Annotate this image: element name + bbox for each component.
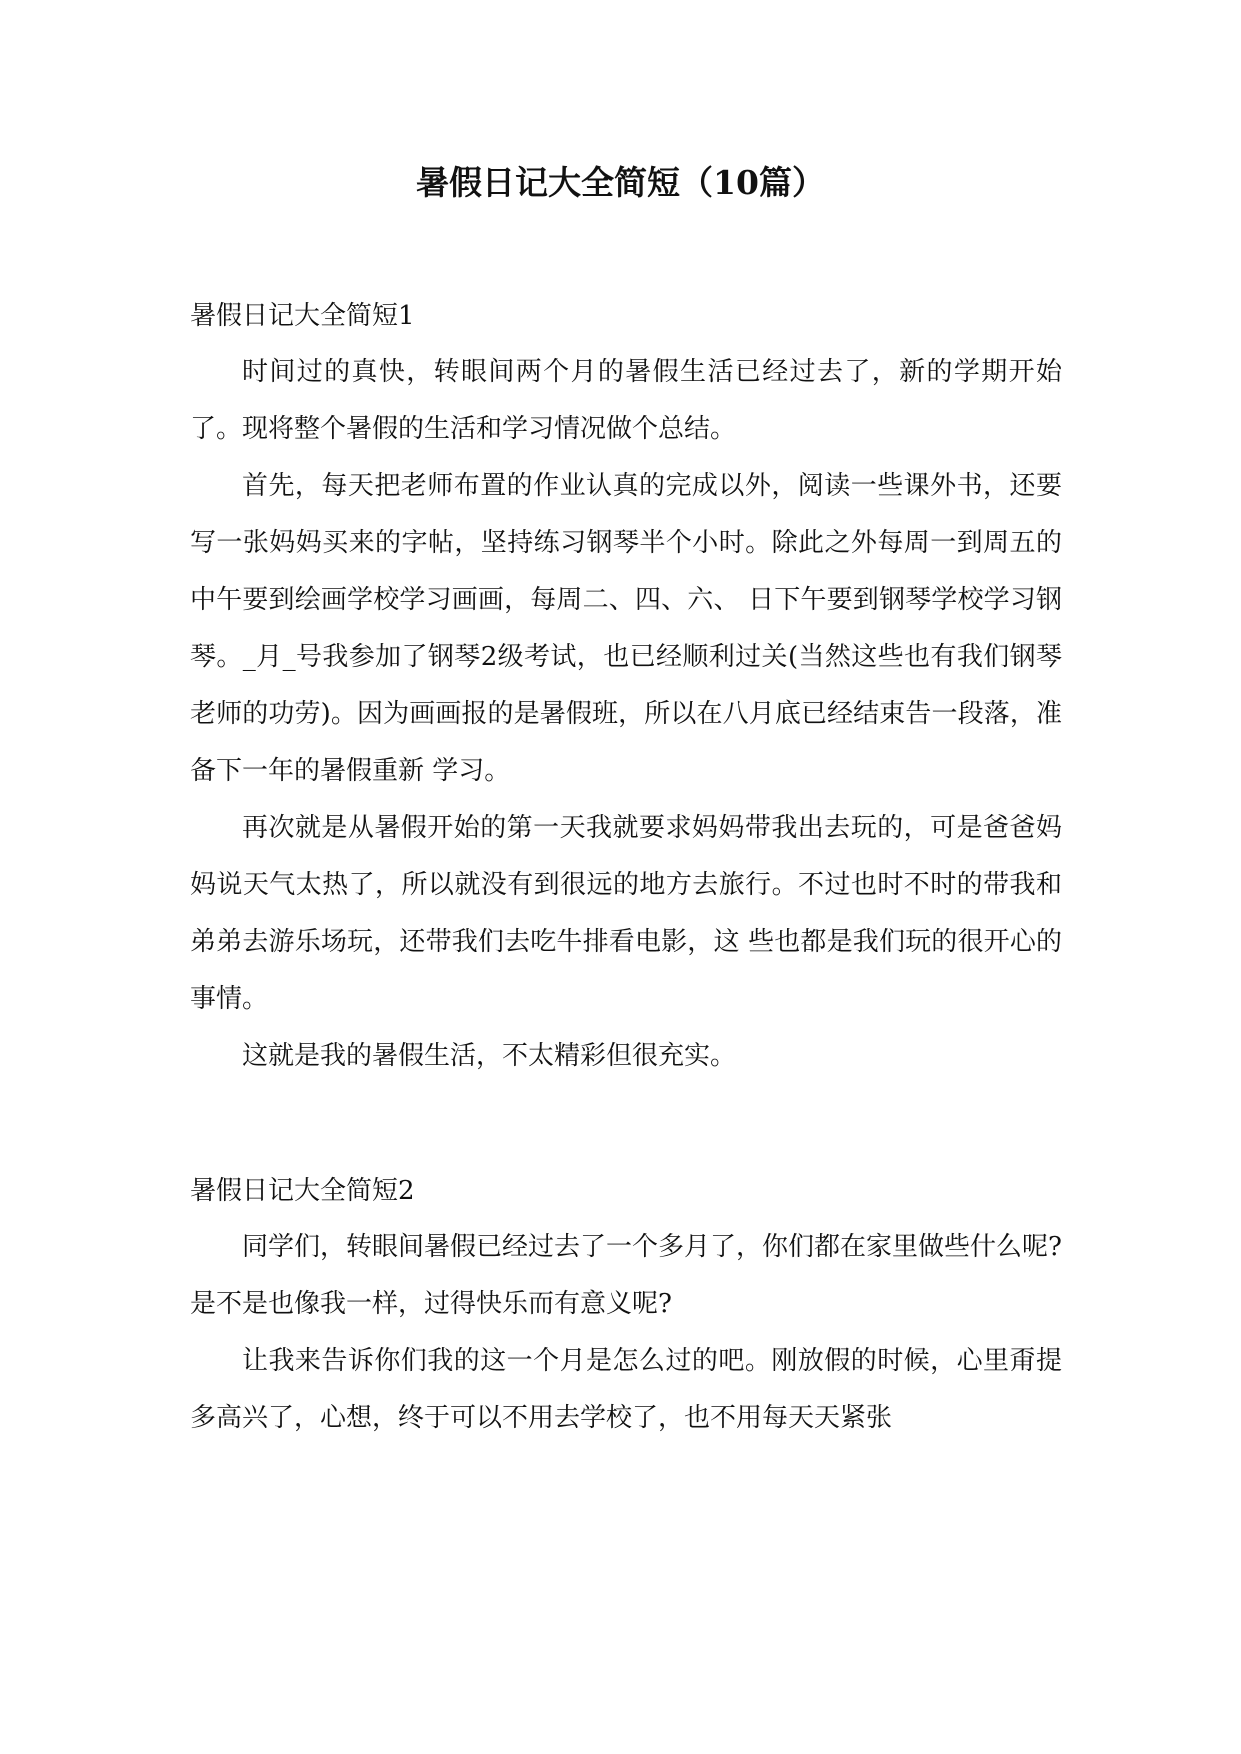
paragraph: 让我来告诉你们我的这一个月是怎么过的吧。刚放假的时候，心里甭提多高兴了，心想，终于可以不用去学校了，也不用每天天紧张	[190, 1346, 1062, 1433]
paragraph: 首先，每天把老师布置的作业认真的完成以外，阅读一些课外书，还要写一张妈妈买来的字帖，坚持练习钢琴半个小时。除此之外每周一到周五的中午要到绘画学校学习画画，每周二、四、六、 日下午要到钢琴学校学习钢琴。_月_号我参加了钢琴2级考试，也已经顺利过关(当然这些也有我们钢琴老师的功劳)。因为画画报的是暑假班，所以在八月底已经结束告一段落，准备下一年的暑假重新 学习。	[190, 471, 1063, 786]
section-heading: 暑假日记大全简短1	[190, 301, 415, 331]
document-body	[190, 288, 1062, 1447]
diary-section	[190, 288, 1062, 1085]
paragraph: 这就是我的暑假生活，不太精彩但很充实。	[242, 1041, 737, 1071]
section-heading: 暑假日记大全简短2	[190, 1176, 415, 1206]
section-spacer	[190, 1085, 1062, 1163]
paragraph: 同学们，转眼间暑假已经过去了一个多月了，你们都在家里做些什么呢?是不是也像我一样，过得快乐而有意义呢?	[190, 1232, 1062, 1319]
paragraph: 时间过的真快，转眼间两个月的暑假生活已经过去了，新的学期开始了。现将整个暑假的生活和学习情况做个总结。	[190, 357, 1062, 444]
document-title: 暑假日记大全简短（10篇）	[416, 163, 825, 202]
paragraph: 再次就是从暑假开始的第一天我就要求妈妈带我出去玩的，可是爸爸妈妈说天气太热了，所以就没有到很远的地方去旅行。不过也时不时的带我和弟弟去游乐场玩，还带我们去吃牛排看电影，这 些也都是我们玩的很开心的事情。	[190, 813, 1063, 1014]
diary-section	[190, 1163, 1062, 1447]
